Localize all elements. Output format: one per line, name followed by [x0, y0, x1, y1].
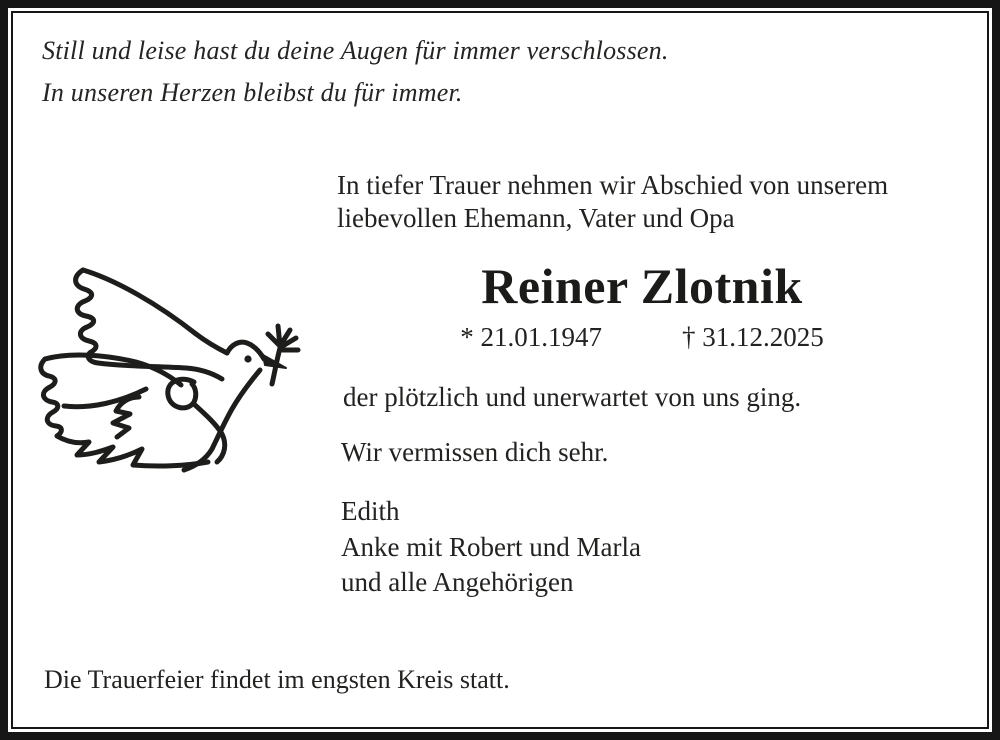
mourner-anke-family: Anke mit Robert und Marla	[341, 532, 641, 562]
funeral-note: Die Trauerfeier findet im engsten Kreis statt.	[44, 665, 510, 694]
death-date: † 31.12.2025	[682, 322, 824, 352]
life-dates-row	[336, 322, 948, 353]
deceased-name-row	[336, 257, 948, 315]
epigraph-line-1: Still und leise hast du deine Augen für immer verschlossen.	[42, 36, 669, 65]
dove-with-olive-branch-icon	[36, 258, 328, 476]
epigraph-line-2: In unseren Herzen bleibst du für immer.	[42, 78, 463, 107]
missing-line: Wir vermissen dich sehr.	[341, 437, 609, 467]
birth-date: * 21.01.1947	[460, 322, 602, 352]
mourner-relatives: und alle Angehörigen	[341, 567, 574, 597]
intro-line-2: liebevollen Ehemann, Vater und Opa	[337, 203, 735, 233]
mourner-edith: Edith	[341, 496, 400, 526]
deceased-name: Reiner Zlotnik	[481, 258, 803, 314]
farewell-line: der plötzlich und unerwartet von uns ging.	[343, 382, 802, 412]
intro-line-1: In tiefer Trauer nehmen wir Abschied von unserem	[337, 170, 889, 200]
